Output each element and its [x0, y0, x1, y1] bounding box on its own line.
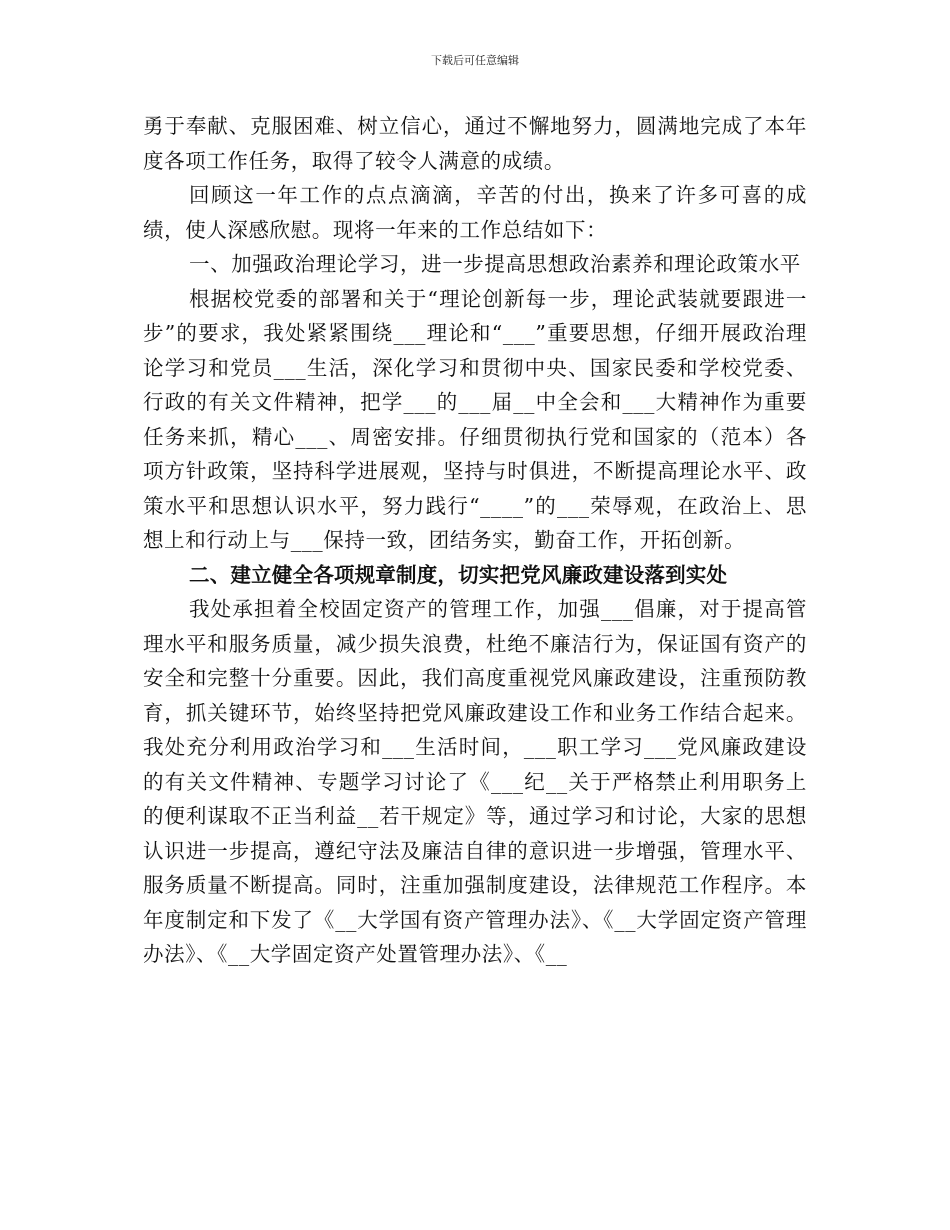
continuation-paragraph: 勇于奉献、克服困难、树立信心，通过不懈地努力，圆满地完成了本年度各项工作任务，取得了较令人满意的成绩。	[143, 114, 807, 173]
section-1-body: 根据校党委的部署和关于“理论创新每一步，理论武装就要跟进一步”的要求，我处紧紧围绕___理论和“___”重要思想，仔细开展政治理论学习和党员___生活，深化学习和贯彻中央、国家民委和学校党委、行政的有关文件精神，把学___的___届__中全会和___大精神作为重要任务来抓，精心___、周密安排。仔细贯彻执行党和国家的（范本）各项方针政策，坚持科学进展观，坚持与时俱进，不断提高理论水平、政策水平和思想认识水平，努力践行“____”的___荣辱观，在政治上、思想上和行动上与___保持一致，团结务实，勤奋工作，开拓创新。	[143, 286, 807, 552]
page-header: 下载后可任意编辑	[431, 54, 519, 67]
intro-paragraph: 回顾这一年工作的点点滴滴，辛苦的付出，换来了许多可喜的成绩，使人深感欣慰。现将一年来的工作总结如下：	[143, 183, 807, 242]
section-1-heading: 一、加强政治理论学习，进一步提高思想政治素养和理论政策水平	[189, 252, 801, 276]
document-body	[143, 109, 807, 972]
section-2-heading: 二、建立健全各项规章制度，切实把党风廉政建设落到实处	[189, 562, 728, 587]
section-2-body: 我处承担着全校固定资产的管理工作，加强___倡廉，对于提高管理水平和服务质量，减少损失浪费，杜绝不廉洁行为，保证国有资产的安全和完整十分重要。因此，我们高度重视党风廉政建设，注重预防教育，抓关键环节，始终坚持把党风廉政建设工作和业务工作结合起来。我处充分利用政治学习和___生活时间，___职工学习___党风廉政建设的有关文件精神、专题学习讨论了《___纪__关于严格禁止利用职务上的便利谋取不正当利益__若干规定》等，通过学习和讨论，大家的思想认识进一步提高，遵纪守法及廉洁自律的意识进一步增强，管理水平、服务质量不断提高。同时，注重加强制度建设，法律规范工作程序。本年度制定和下发了《__大学国有资产管理办法》、《__大学固定资产管理办法》、《__大学固定资产处置管理办法》、《__	[143, 597, 807, 966]
